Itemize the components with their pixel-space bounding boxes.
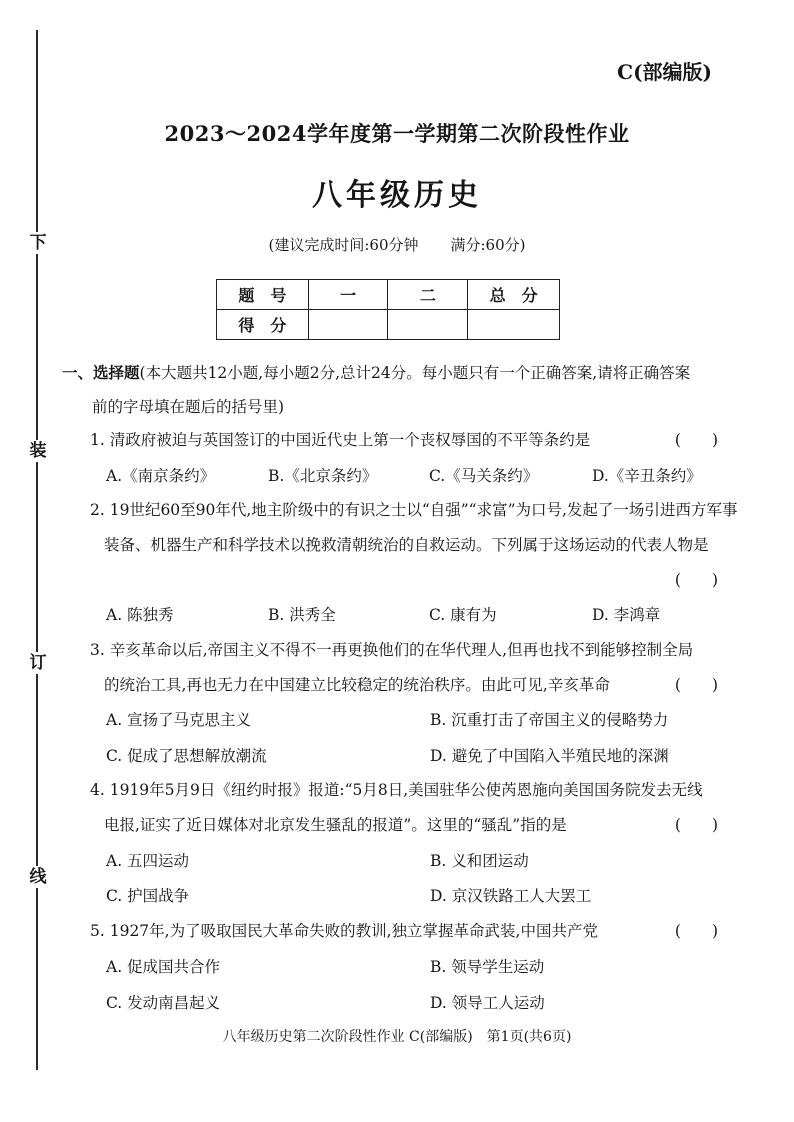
instruction-line-1 xyxy=(62,356,722,390)
time-info xyxy=(0,234,794,255)
question-3-option-b: B. 沉重打击了帝国主义的侵略势力 xyxy=(430,711,669,729)
question-4-option-b: B. 义和团运动 xyxy=(430,852,529,870)
score-table-header-cell: 二 xyxy=(388,280,468,310)
subject-title: 八年级历史 xyxy=(312,178,482,213)
score-row-label: 得 分 xyxy=(217,310,309,340)
question-1-option-b: B.《北京条约》 xyxy=(268,467,378,485)
question-stem-text: 5. 1927年,为了吸取国民大革命失败的教训,独立掌握革命武装,中国共产党 xyxy=(90,922,598,940)
question-5-option-b: B. 领导学生运动 xyxy=(430,958,545,976)
question-4-stem-line-2 xyxy=(104,813,740,837)
answer-paren[interactable]: ( ) xyxy=(674,676,718,694)
edition-label: C(部编版) xyxy=(617,60,712,84)
question-3-option-c: C. 促成了思想解放潮流 xyxy=(106,747,267,765)
score-table-header-cell: 总 分 xyxy=(468,280,560,310)
instruction-text: (本大题共12小题,每小题2分,总计24分。每小题只有一个正确答案,请将正确答案 xyxy=(139,364,691,382)
question-1-option-a: A.《南京条约》 xyxy=(106,467,216,485)
question-2-option-a: A. 陈独秀 xyxy=(106,606,174,624)
score-note: 满分:60分) xyxy=(450,236,526,254)
exam-title: 2023～2024学年度第一学期第二次阶段性作业 xyxy=(164,121,630,146)
score-table-score-row xyxy=(217,310,560,340)
score-cell[interactable] xyxy=(388,310,468,340)
question-stem-text: 1. 清政府被迫与英国签订的中国近代史上第一个丧权辱国的不平等条约是 xyxy=(90,431,591,449)
section-title: 一、选择题 xyxy=(62,363,140,382)
answer-paren[interactable]: ( ) xyxy=(674,431,718,449)
question-1-stem xyxy=(90,428,726,452)
question-4-stem-line-1: 4. 1919年5月9日《纽约时报》报道:“5月8日,美国驻华公使芮恩施向美国国务院发去无线 xyxy=(90,781,703,799)
question-5-option-a: A. 促成国共合作 xyxy=(106,958,221,976)
page-footer: 八年级历史第二次阶段性作业 C(部编版) 第1页(共6页) xyxy=(222,1029,572,1045)
answer-paren[interactable]: ( ) xyxy=(674,571,718,589)
question-1-option-d: D.《辛丑条约》 xyxy=(592,467,702,485)
binding-char-zhuang: 装 xyxy=(27,440,49,462)
time-note: (建议完成时间:60分钟 xyxy=(268,236,419,254)
question-4-option-a: A. 五四运动 xyxy=(106,852,190,870)
score-table-header-cell: 一 xyxy=(308,280,388,310)
score-table-header-cell: 题 号 xyxy=(217,280,309,310)
question-2-stem-line-2: 装备、机器生产和科学技术以挽救清朝统治的自救运动。下列属于这场运动的代表人物是 xyxy=(104,536,709,554)
score-cell[interactable] xyxy=(468,310,560,340)
instruction-line-2: 前的字母填在题后的括号里) xyxy=(92,398,285,416)
section-instructions xyxy=(62,356,722,424)
question-stem-text: 的统治工具,再也无力在中国建立比较稳定的统治秩序。由此可见,辛亥革命 xyxy=(104,676,610,694)
question-3-stem-line-2 xyxy=(104,673,740,697)
question-1-option-c: C.《马关条约》 xyxy=(429,467,539,485)
question-5-option-d: D. 领导工人运动 xyxy=(430,994,545,1012)
score-table-header-row xyxy=(217,280,560,310)
question-2-stem-line-1: 2. 19世纪60至90年代,地主阶级中的有识之士以“自强”“求富”为口号,发起了一场引进西方军事 xyxy=(90,501,738,519)
question-3-option-a: A. 宣扬了马克思主义 xyxy=(106,711,252,729)
question-5-option-c: C. 发动南昌起义 xyxy=(106,994,221,1012)
question-4-option-d: D. 京汉铁路工人大罢工 xyxy=(430,887,592,905)
question-2-option-c: C. 康有为 xyxy=(429,606,497,624)
question-stem-text: 电报,证实了近日媒体对北京发生骚乱的报道”。这里的“骚乱”指的是 xyxy=(104,816,567,834)
question-5-stem xyxy=(90,919,726,943)
question-3-stem-line-1: 3. 辛亥革命以后,帝国主义不得不一再更换他们的在华代理人,但再也找不到能够控制全局 xyxy=(90,641,694,659)
answer-paren[interactable]: ( ) xyxy=(674,816,718,834)
question-4-option-c: C. 护国战争 xyxy=(106,887,190,905)
question-3-option-d: D. 避免了中国陷入半殖民地的深渊 xyxy=(430,747,669,765)
question-2-option-d: D. 李鸿章 xyxy=(592,606,661,624)
binding-char-xian: 线 xyxy=(27,866,49,888)
question-2-option-b: B. 洪秀全 xyxy=(268,606,336,624)
answer-paren[interactable]: ( ) xyxy=(674,922,718,940)
score-cell[interactable] xyxy=(308,310,388,340)
binding-char-ding: 订 xyxy=(27,652,49,674)
score-table xyxy=(216,279,560,340)
binding-char-xia: 下 xyxy=(27,232,49,254)
